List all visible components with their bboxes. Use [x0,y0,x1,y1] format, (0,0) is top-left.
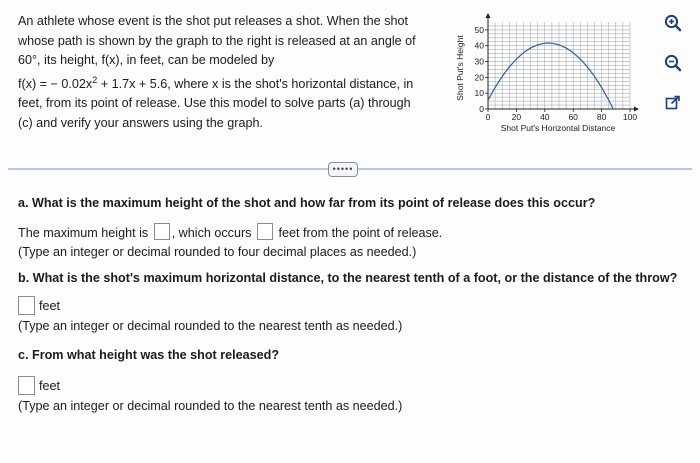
x-axis-arrow [634,107,639,112]
x-tick-label: 60 [568,112,578,122]
release-height-input[interactable] [18,376,35,395]
x-axis-label: Shot Put's Horizontal Distance [500,123,616,133]
throw-distance-input[interactable] [18,296,35,315]
part-a-answer-prefix: The maximum height is [18,226,149,240]
formula-exponent: 2 [92,74,98,85]
part-a-answer-suffix: feet from the point of release. [278,226,443,240]
part-a-answer-line [18,223,442,240]
chart-grid [488,22,630,109]
problem-line: (c) and verify your answers using the graph. [18,115,263,130]
problem-line: An athlete whose event is the shot put releases a shot. When the shot [18,14,408,28]
part-c-answer-line [18,376,60,395]
formula-line [18,71,448,95]
y-axis-arrow [486,13,491,18]
y-tick-label: 50 [474,24,484,35]
part-a-question: a. What is the maximum height of the shot and how far from its point of release does this occur? [18,196,596,210]
zoom-out-icon[interactable] [662,52,684,74]
x-tick-label: 80 [596,112,607,122]
max-height-input[interactable] [154,223,170,240]
y-tick-label: 40 [474,40,484,51]
part-c-hint: (Type an integer or decimal rounded to the nearest tenth as needed.) [18,399,403,413]
x-tick-label: 100 [622,112,638,122]
problem-statement [18,12,448,133]
problem-line: feet, from its point of release. Use this model to solve parts (a) through [18,96,411,111]
y-tick-label: 20 [474,72,484,83]
formula-lhs: f(x) = − 0.02x [18,76,93,91]
y-axis-label: Shot Put's Height [455,35,465,101]
y-tick-label: 30 [474,56,484,67]
part-c-question: c. From what height was the shot released? [18,348,280,362]
shot-put-graph [452,10,642,136]
part-b-unit: feet [39,299,61,313]
part-a-hint: (Type an integer or decimal rounded to four decimal places as needed.) [18,245,417,259]
formula-rhs: + 1.7x + 5.6, where x is the shot's horizontal distance, in [97,76,414,91]
expand-button[interactable]: ••••• [328,162,358,177]
part-b-answer-line [18,296,60,315]
problem-line: whose path is shown by the graph to the right is released at an angle of [18,33,416,48]
part-b-hint: (Type an integer or decimal rounded to the nearest tenth as needed.) [18,319,403,333]
problem-line: 60°, its height, f(x), in feet, can be modeled by [18,53,275,67]
part-a-answer-middle: , which occurs [171,226,252,240]
max-height-distance-input[interactable] [257,223,273,240]
y-tick-label: 0 [479,104,484,114]
part-b-question: b. What is the shot's maximum horizontal distance, to the nearest tenth of a foot, or the distance of the throw? [18,271,678,285]
part-c-unit: feet [39,379,61,393]
x-tick-label: 0 [485,112,491,122]
y-tick-label: 10 [474,88,484,99]
x-tick-label: 40 [540,112,550,122]
x-tick-label: 20 [511,112,522,122]
open-external-icon[interactable] [662,92,684,114]
zoom-in-icon[interactable] [662,12,684,34]
